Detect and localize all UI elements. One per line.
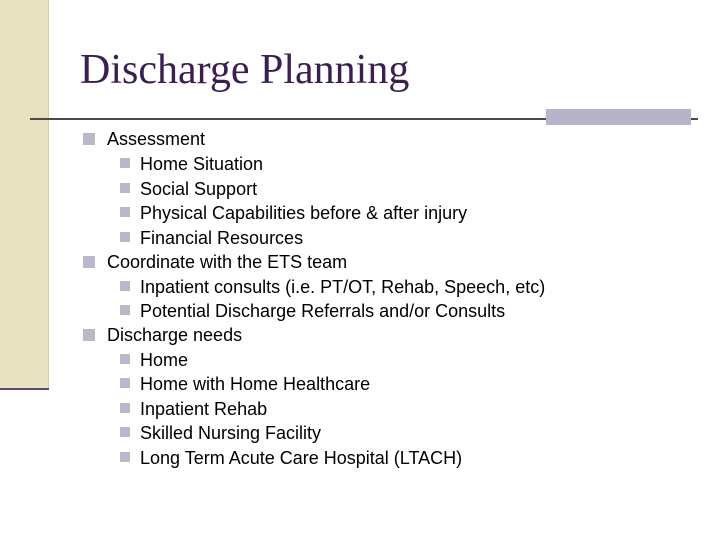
bullet-text: Potential Discharge Referrals and/or Consults [140, 301, 506, 321]
bullet-text: Coordinate with the ETS team [107, 252, 348, 272]
bullet-text: Inpatient Rehab [140, 399, 268, 419]
bullet-item [107, 325, 242, 345]
bullet-text: Discharge needs [107, 325, 243, 345]
sub-bullet-item [140, 277, 545, 297]
square-bullet-icon [120, 427, 130, 437]
bullet-text: Long Term Acute Care Hospital (LTACH) [140, 448, 463, 468]
square-bullet-icon [120, 378, 130, 388]
bullet-text: Home [140, 350, 189, 370]
sub-bullet-item [140, 448, 462, 468]
square-bullet-icon [120, 403, 130, 413]
sub-bullet-item [140, 301, 505, 321]
bullet-text: Home with Home Healthcare [140, 374, 371, 394]
bullet-text: Inpatient consults (i.e. PT/OT, Rehab, Speech, etc) [140, 277, 546, 297]
slide-title: Discharge Planning [80, 47, 410, 93]
square-bullet-icon [120, 232, 130, 242]
square-bullet-icon [120, 452, 130, 462]
sidebar-tail-line [0, 388, 49, 390]
square-bullet-icon [120, 158, 130, 168]
sub-bullet-item [140, 228, 303, 248]
sub-bullet-item [140, 374, 370, 394]
bullet-text: Assessment [107, 129, 206, 149]
square-bullet-icon [120, 207, 130, 217]
square-bullet-icon [120, 305, 130, 315]
bullet-text: Financial Resources [140, 228, 304, 248]
square-bullet-icon [120, 281, 130, 291]
decorative-sidebar [0, 0, 48, 390]
sub-bullet-item [140, 179, 257, 199]
sidebar-edge [48, 0, 49, 390]
bullet-text: Physical Capabilities before & after injury [140, 203, 468, 223]
square-bullet-icon [83, 133, 95, 145]
square-bullet-icon [83, 256, 95, 268]
divider-accent-box [546, 109, 691, 125]
sub-bullet-item [140, 399, 267, 419]
square-bullet-icon [120, 183, 130, 193]
sub-bullet-item [140, 154, 263, 174]
square-bullet-icon [120, 354, 130, 364]
bullet-text: Social Support [140, 179, 258, 199]
bullet-item [107, 252, 347, 272]
bullet-item [107, 129, 205, 149]
square-bullet-icon [83, 329, 95, 341]
bullet-text: Home Situation [140, 154, 264, 174]
sub-bullet-item [140, 203, 467, 223]
sub-bullet-item [140, 423, 321, 443]
bullet-text: Skilled Nursing Facility [140, 423, 322, 443]
sub-bullet-item [140, 350, 188, 370]
